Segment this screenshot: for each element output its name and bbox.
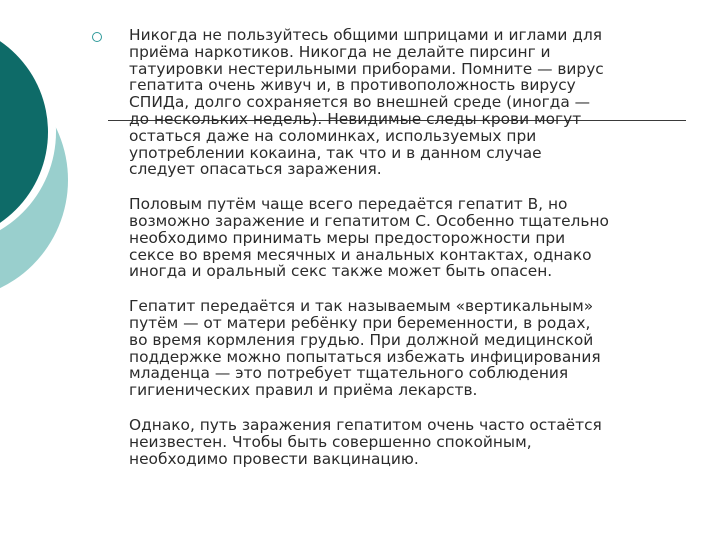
decorative-circles xyxy=(0,0,80,300)
paragraph-vaccination: Однако, путь заражения гепатитом очень часто остаётся неизвестен. Чтобы быть совершенно спокойным, необходимо провести вакцинацию. xyxy=(129,415,602,468)
slide-body xyxy=(92,27,682,467)
bullet-ring-icon xyxy=(92,32,102,42)
paragraph-syringes: Никогда не пользуйтесь общими шприцами и иглами для приёма наркотиков. Никогда не делайте пирсинг и татуировки нестерильными приборами. Помните — вирус гепатита очень живуч и, в противоположность вирусу СПИДа, долго сохраняется во внешней среде (иногда — до нескольких недель). Невидимые следы крови могут остаться даже на соломинках, используемых при употреблении кокаина, так что и в данном случае следует опасаться заражения. xyxy=(129,26,604,179)
paragraph-sexual-transmission: Половым путём чаще всего передаётся гепатит В, но возможно заражение и гепатитом С. Особенно тщательно необходимо принимать меры предосторожности при сексе во время месячных и анальных контактах, однако иногда и оральный секс также может быть опасен. xyxy=(129,195,609,281)
paragraph-vertical-transmission: Гепатит передаётся и так называемым «вертикальным» путём — от матери ребёнку при беременности, в родах, во время кормления грудью. При должной медицинской поддержке можно попытаться избежать инфицирования младенца — это потребует тщательного соблюдения гигиенических правил и приёма лекарств. xyxy=(129,297,601,400)
